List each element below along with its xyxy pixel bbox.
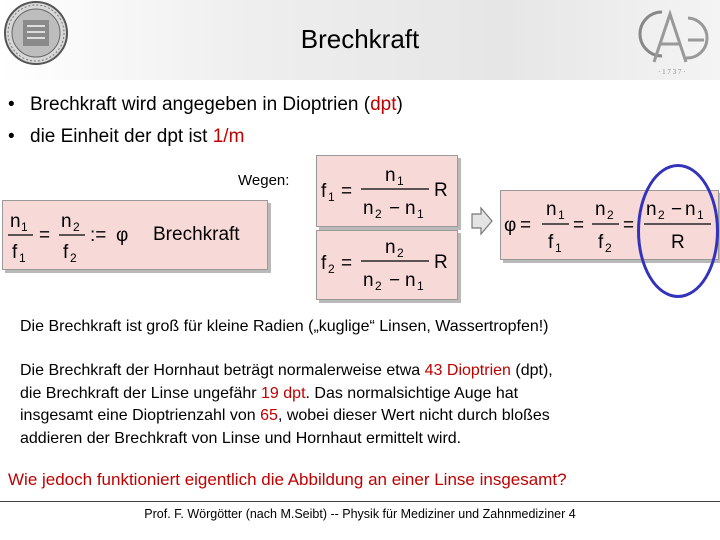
wegen-label: Wegen: [238,172,290,189]
svg-text:2: 2 [607,208,614,222]
svg-text:−: − [671,199,683,220]
svg-text:2: 2 [397,246,404,260]
svg-text::=: := [90,225,107,246]
institute-logo-icon [624,4,714,76]
svg-text:1: 1 [558,208,565,222]
page-title: Brechkraft [300,24,420,54]
svg-text:R: R [671,232,685,253]
dioptre-values-paragraph: Die Brechkraft der Hornhaut beträgt normalerweise etwa 43 Dioptrien (dpt), die Brechkraft der Linse ungefähr 19 dpt. Das normalsichtige Auge hat insgesamt eine Dioptrienzahl von 65, wobei dieser Wert nicht durch bloßes addieren der Brechkraft von Linse und Hornhaut ermittelt wird. [20,362,553,447]
svg-text:=: = [341,253,353,274]
highlight-ellipse [637,164,719,298]
svg-text:f: f [321,181,327,202]
svg-text:2: 2 [375,207,382,221]
svg-text:=: = [39,225,51,246]
svg-text:−: − [389,198,401,219]
svg-text:1: 1 [397,174,404,188]
svg-text:n: n [61,211,72,232]
arrow-right-icon [470,206,494,236]
svg-text:φ: φ [504,215,517,236]
svg-text:f: f [598,232,604,253]
svg-text:n: n [595,199,606,220]
svg-text:n: n [363,270,374,291]
svg-text:1: 1 [21,220,28,234]
svg-text:2: 2 [375,279,382,293]
bullet-list [8,94,403,158]
svg-text:n: n [546,199,557,220]
bullet-item: • die Einheit der dpt ist 1/m [8,126,245,147]
svg-text:1: 1 [697,208,704,222]
svg-text:1: 1 [417,207,424,221]
radius-note: Die Brechkraft ist groß für kleine Radien („kuglige“ Linsen, Wassertropfen!) [20,318,549,335]
svg-text:n: n [363,198,374,219]
slide-footer: Prof. F. Wörgötter (nach M.Seibt) -- Physik für Mediziner und Zahnmediziner 4 [144,507,576,521]
f1-formula [316,155,458,227]
svg-text:1: 1 [328,190,335,204]
svg-text:2: 2 [605,241,612,255]
svg-text:n: n [405,198,416,219]
svg-text:2: 2 [73,220,80,234]
svg-text:2: 2 [70,251,77,265]
slide-header [0,0,720,80]
svg-text:f: f [548,232,554,253]
svg-text:n: n [646,199,657,220]
svg-text:=: = [520,215,532,236]
svg-text:f: f [63,242,69,263]
definition-label: Brechkraft [153,224,240,245]
svg-text:n: n [385,237,396,258]
svg-text:=: = [623,215,635,236]
svg-text:n: n [405,270,416,291]
footer-divider [0,501,720,502]
svg-text:n: n [10,211,21,232]
svg-text:=: = [573,215,585,236]
definition-formula [2,200,268,270]
svg-text:f: f [12,242,18,263]
svg-text:f: f [321,253,327,274]
svg-text:1: 1 [19,251,26,265]
svg-text:2: 2 [328,262,335,276]
svg-text:2: 2 [658,208,665,222]
f2-formula [316,230,458,300]
svg-text:n: n [385,165,396,186]
svg-text:1: 1 [555,241,562,255]
svg-text:1: 1 [417,279,424,293]
lens-question: Wie jedoch funktioniert eigentlich die Abbildung an einer Linse insgesamt? [8,470,567,489]
svg-text:−: − [389,270,401,291]
svg-text:R: R [434,252,448,273]
svg-text:=: = [341,181,353,202]
svg-text:· 1 7 3 7 ·: · 1 7 3 7 · [658,68,686,76]
svg-text:R: R [434,180,448,201]
bullet-item: • Brechkraft wird angegeben in Dioptrien (dpt) [8,94,403,115]
svg-text:φ: φ [116,225,129,246]
svg-text:n: n [685,199,696,220]
